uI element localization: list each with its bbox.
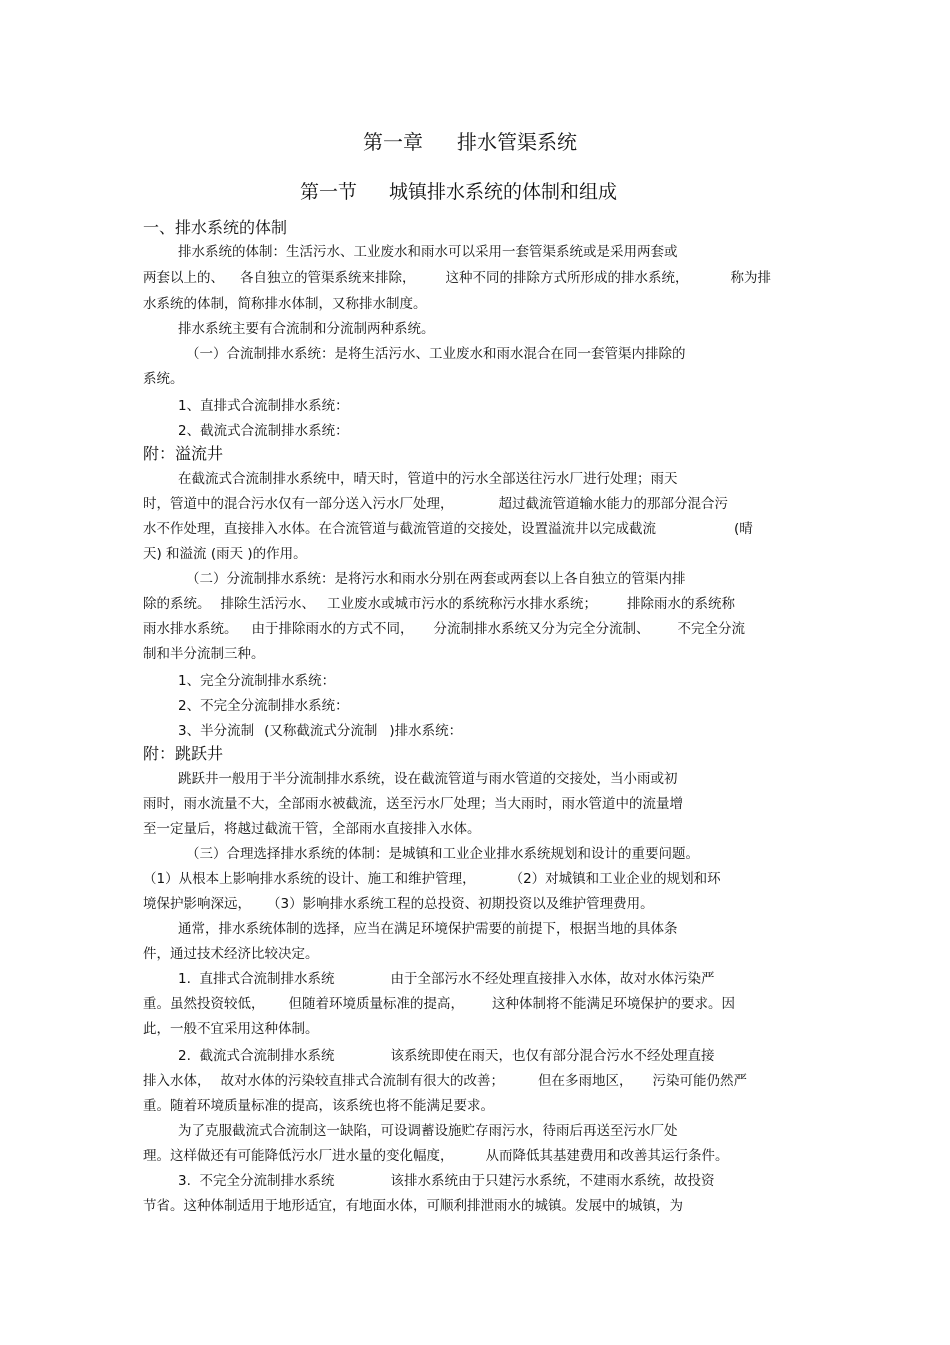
note-heading-overflow-well: 附：溢流井 [143, 444, 224, 463]
paragraph-line: 系统。 [143, 371, 184, 387]
section-number: 第一节 [300, 181, 358, 203]
paragraph-line: 境保护影响深远， （3）影响排水系统工程的总投资、初期投资以及维护管理费用。 [143, 896, 654, 912]
paragraph-line: （一）合流制排水系统：是将生活污水、工业废水和雨水混合在同一套管渠内排除的 [186, 346, 686, 362]
paragraph-line: 在截流式合流制排水系统中，晴天时，管道中的污水全部送往污水厂进行处理；雨天 [178, 471, 678, 487]
paragraph-line: 雨时，雨水流量不大，全部雨水被截流，送至污水厂处理；当大雨时，雨水管道中的流量增 [143, 796, 683, 812]
paragraph-line: 节省。这种体制适用于地形适宜，有地面水体，可顺利排泄雨水的城镇。发展中的城镇，为 [143, 1198, 683, 1214]
paragraph-line: 跳跃井一般用于半分流制排水系统，设在截流管道与雨水管道的交接处，当小雨或初 [178, 771, 678, 787]
paragraph-line: 通常，排水系统体制的选择，应当在满足环境保护需要的前提下，根据当地的具体条 [178, 921, 678, 937]
paragraph-line: （二）分流制排水系统：是将污水和雨水分别在两套或两套以上各自独立的管渠内排 [186, 571, 686, 587]
chapter-number: 第一章 [363, 130, 423, 154]
paragraph-line: 为了克服截流式合流制这一缺陷，可设调蓄设施贮存雨污水，待雨后再送至污水厂处 [178, 1123, 678, 1139]
paragraph-line: 制和半分流制三种。 [143, 646, 265, 662]
chapter-title: 排水管渠系统 [457, 130, 577, 154]
paragraph-line: 3. 不完全分流制排水系统 该排水系统由于只建污水系统，不建雨水系统，故投资 [178, 1173, 715, 1189]
paragraph-line: 重。随着环境质量标准的提高，该系统也将不能满足要求。 [143, 1098, 494, 1114]
list-item: 1、直排式合流制排水系统： [178, 398, 349, 414]
section-heading [300, 180, 617, 204]
note-heading-jump-well: 附：跳跃井 [143, 744, 224, 763]
paragraph-line: 1. 直排式合流制排水系统 由于全部污水不经处理直接排入水体，故对水体污染严 [178, 971, 715, 987]
paragraph-line: 件，通过技术经济比较决定。 [143, 946, 319, 962]
section-title: 城镇排水系统的体制和组成 [389, 181, 618, 203]
paragraph-line: 水系统的体制，简称排水体制，又称排水制度。 [143, 296, 427, 312]
paragraph-line: 两套以上的、 各自独立的管渠系统来排除， 这种不同的排除方式所形成的排水系统， 称为排 [143, 270, 771, 286]
paragraph-line: 2. 截流式合流制排水系统 该系统即使在雨天，也仅有部分混合污水不经处理直接 [178, 1048, 715, 1064]
paragraph-line: （1）从根本上影响排水系统的设计、施工和维护管理， （2）对城镇和工业企业的规划和环 [143, 871, 721, 887]
paragraph-line: 时，管道中的混合污水仅有一部分送入污水厂处理， 超过截流管道输水能力的那部分混合污 [143, 496, 728, 512]
paragraph-line: 除的系统。 排除生活污水、 工业废水或城市污水的系统称污水排水系统； 排除雨水的系统称 [143, 596, 735, 612]
chapter-heading [363, 129, 577, 155]
list-item: 2、截流式合流制排水系统： [178, 423, 349, 439]
list-item: 2、不完全分流制排水系统： [178, 698, 349, 714]
paragraph-line: 理。这样做还有可能降低污水厂进水量的变化幅度， 从而降低其基建费用和改善其运行条件。 [143, 1148, 729, 1164]
paragraph-line: 排水系统主要有合流制和分流制两种系统。 [178, 321, 435, 337]
list-item: 1、完全分流制排水系统： [178, 673, 336, 689]
paragraph-line: 排入水体， 故对水体的污染较直排式合流制有很大的改善； 但在多雨地区， 污染可能仍然严 [143, 1073, 747, 1089]
paragraph-line: 天) 和溢流 (雨天 )的作用。 [143, 546, 307, 562]
paragraph-line: 水不作处理，直接排入水体。在合流管道与截流管道的交接处，设置溢流井以完成截流 (晴 [143, 521, 753, 537]
paragraph-line: 至一定量后，将越过截流干管，全部雨水直接排入水体。 [143, 821, 481, 837]
paragraph-line: 此，一般不宜采用这种体制。 [143, 1021, 319, 1037]
paragraph-line: 雨水排水系统。 由于排除雨水的方式不同， 分流制排水系统又分为完全分流制、 不完全分流 [143, 621, 745, 637]
list-item: 3、半分流制 (又称截流式分流制 )排水系统： [178, 723, 463, 739]
subheading-system-type: 一、排水系统的体制 [143, 218, 288, 237]
paragraph-line: 排水系统的体制：生活污水、工业废水和雨水可以采用一套管渠系统或是采用两套或 [178, 244, 678, 260]
paragraph-line: 重。虽然投资较低， 但随着环境质量标准的提高， 这种体制将不能满足环境保护的要求。因 [143, 996, 735, 1012]
paragraph-line: （三）合理选择排水系统的体制：是城镇和工业企业排水系统规划和设计的重要问题。 [186, 846, 699, 862]
